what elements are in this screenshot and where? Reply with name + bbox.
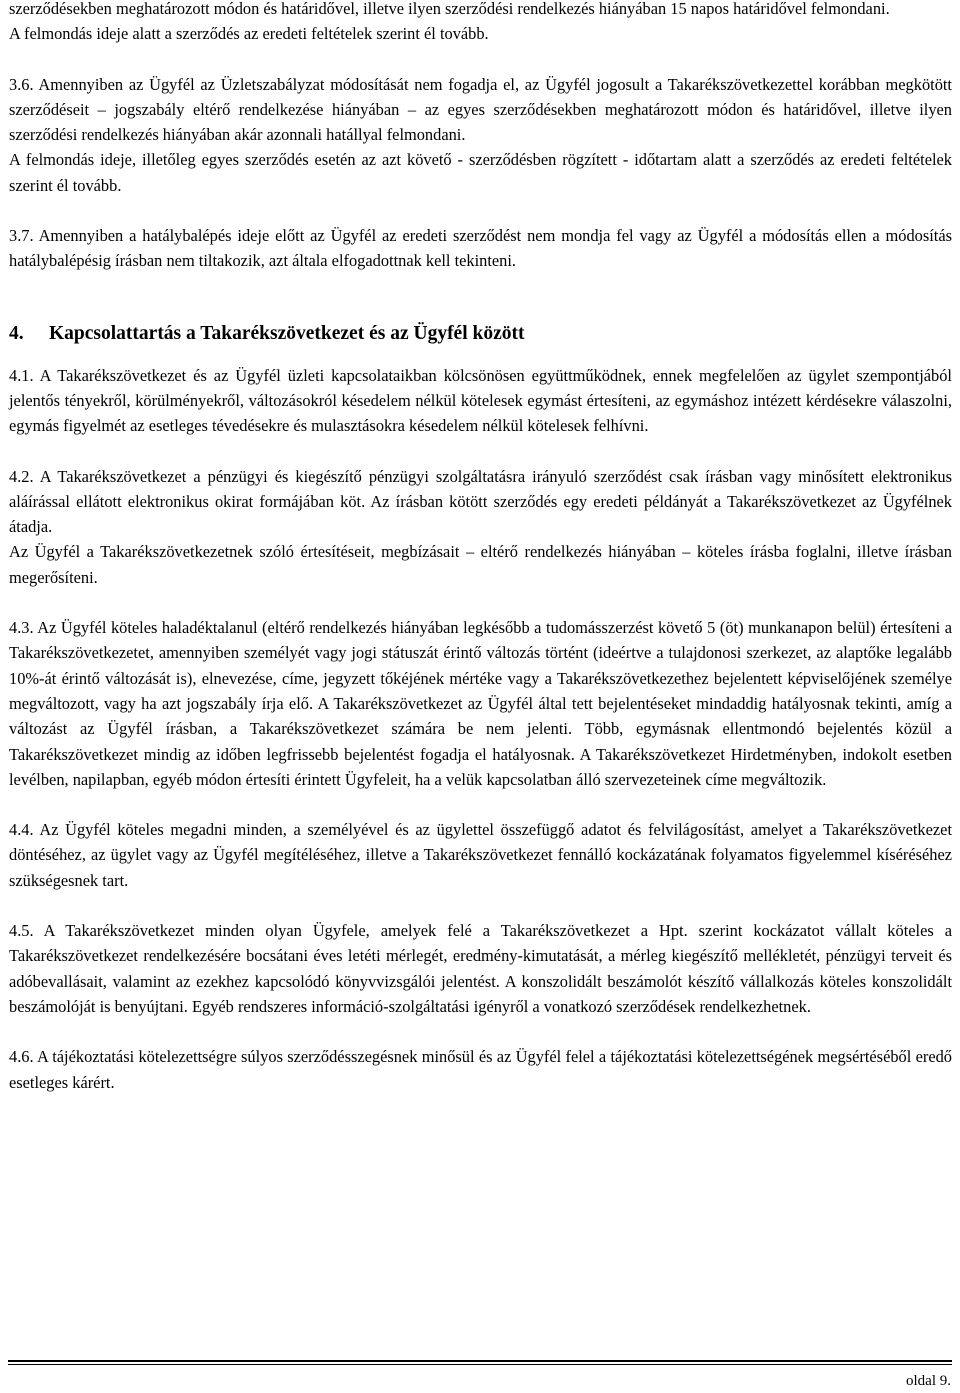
- paragraph-continuation-2: A felmondás ideje alatt a szerződés az eredeti feltételek szerint él tovább.: [9, 24, 489, 44]
- paragraph-3-7: 3.7. Amennyiben a hatálybalépés ideje előtt az Ügyfél az eredeti szerződést nem mondja fel vagy az Ügyfél a módosítás ellen a módosítás hatálybalépésig írásban nem tiltakozik, azt általa elfogadottnak kell tekinteni.: [9, 226, 952, 271]
- spacer: [9, 47, 952, 72]
- page-number: oldal 9.: [906, 1373, 951, 1389]
- paragraph-4-2-b: Az Ügyfél a Takarékszövetkezetnek szóló értesítéseit, megbízásait – eltérő rendelkezés hiányában – köteles írásba foglalni, illetve írásban megerősíteni.: [9, 542, 952, 587]
- paragraph-3-6: 3.6. Amennyiben az Ügyfél az Üzletszabályzat módosítását nem fogadja el, az Ügyfél jogosult a Takarékszövetkezettel korábban megkötött szerződéseit – jogszabály eltérő rendelkezése hiányában – az egyes szerződésekben meghatározott módon és határidővel, illetve ilyen szerződési rendelkezés hiányában akár azonnali hatállyal felmondani.: [9, 74, 952, 145]
- paragraph-4-3: 4.3. Az Ügyfél köteles haladéktalanul (eltérő rendelkezés hiányában legkésőbb a tudomásszerzést követő 5 (öt) munkanapon belül) értesíteni a Takarékszövetkezetet, amennyiben személyét vagy jogi státuszát érintő változás történt (ideértve a tulajdonosi szerkezet, az alaptőke legalább 10%-át érintő változását is), elnevezése, címe, jegyzett tőkéjének mértéke vagy a Takarékszövetkezethez bejelentett képviselőjének személye megváltozott, vagy ha azt jogszabály írja elő. A Takarékszövetkezet az Ügyfél által tett bejelentéseket mindaddig hatályosnak tekinti, amíg a változást az Ügyfél írásban, a Takarékszövetkezet számára be nem jelenti. Több, egymásnak ellentmondó bejelentés közül a Takarékszövetkezet mindig az időben legfrissebb bejelentést fogadja el hatályosnak. A Takarékszövetkezet Hirdetményben, indokolt esetben levélben, napilapban, egyéb módon értesíti érintett Ügyfeleit, ha a velük kapcsolatban álló szervezeteinek címe megváltozik.: [9, 618, 952, 789]
- paragraph-4-4: 4.4. Az Ügyfél köteles megadni minden, a személyével és az ügylettel összefüggő adatot és felvilágosítást, amelyet a Takarékszövetkezet döntéséhez, az ügylet vagy az Ügyfél megítéléséhez, illetve a Takarékszövetkezet fennálló kockázatának folyamatos figyelemmel kíséréséhez szükségesnek tart.: [9, 820, 952, 890]
- section-heading-4: [9, 321, 952, 347]
- paragraph-continuation: szerződésekben meghatározott módon és határidővel, illetve ilyen szerződési rendelkezés hiányában 15 napos határidővel felmondani.: [9, 0, 890, 18]
- paragraph-4-5: 4.5. A Takarékszövetkezet minden olyan Ügyfele, amelyek felé a Takarékszövetkezet a Hpt. szerint kockázatot vállalt köteles a Takarékszövetkezet rendelkezésére bocsátani éves letéti mérlegét, eredmény-kimutatását, a mérleg kiegészítő mellékletét, pénzügyi terveit és adóbevallásait, valamint az ezekhez kapcsolódó könyvvizsgálói jelentést. A konszolidált beszámolót készítő vállalkozás köteles konszolidált beszámolóját is benyújtani. Egyéb rendszeres információ-szolgáltatási igényről a vonatkozó szerződések rendelkezhetnek.: [9, 921, 952, 1016]
- spacer: [9, 590, 952, 615]
- spacer: [9, 1019, 952, 1044]
- document-page: [9, 0, 952, 1095]
- paragraph-4-2: 4.2. A Takarékszövetkezet a pénzügyi és kiegészítő pénzügyi szolgáltatásra irányuló szerződést csak írásban vagy minősített elektronikus aláírással ellátott elektronikus okirat formájában köt. Az írásban kötött szerződés egy eredeti példányát a Takarékszövetkezet az Ügyfélnek átadja.: [9, 466, 952, 537]
- paragraph-4-1: 4.1. A Takarékszövetkezet és az Ügyfél üzleti kapcsolataikban kölcsönösen együttműködnek, ennek megfelelően az ügylet szempontjából jelentős tényekről, körülményekről, változásokról késedelem nélkül kötelesek egymást értesíteni, az egymáshoz intézett kérdésekre válaszolni, egymás figyelmét az esetleges tévedésekre és mulasztásokra késedelem nélkül kötelesek felhívni.: [9, 365, 952, 436]
- spacer: [9, 792, 952, 817]
- paragraph-4-6: 4.6. A tájékoztatási kötelezettségre súlyos szerződésszegésnek minősül és az Ügyfél felel a tájékoztatási kötelezettségének megsértéséből eredő esetleges kárért.: [9, 1047, 952, 1092]
- spacer: [9, 274, 952, 321]
- spacer: [9, 198, 952, 223]
- paragraph-3-6-b: A felmondás ideje, illetőleg egyes szerződés esetén az azt követő - szerződésben rögzített - időtartam alatt a szerződés az eredeti feltételek szerint él tovább.: [9, 150, 952, 195]
- spacer: [9, 893, 952, 918]
- section-number: 4.: [9, 322, 24, 344]
- footer-divider: [8, 1360, 952, 1362]
- spacer: [9, 439, 952, 464]
- section-title: Kapcsolattartás a Takarékszövetkezet és az Ügyfél között: [49, 322, 525, 344]
